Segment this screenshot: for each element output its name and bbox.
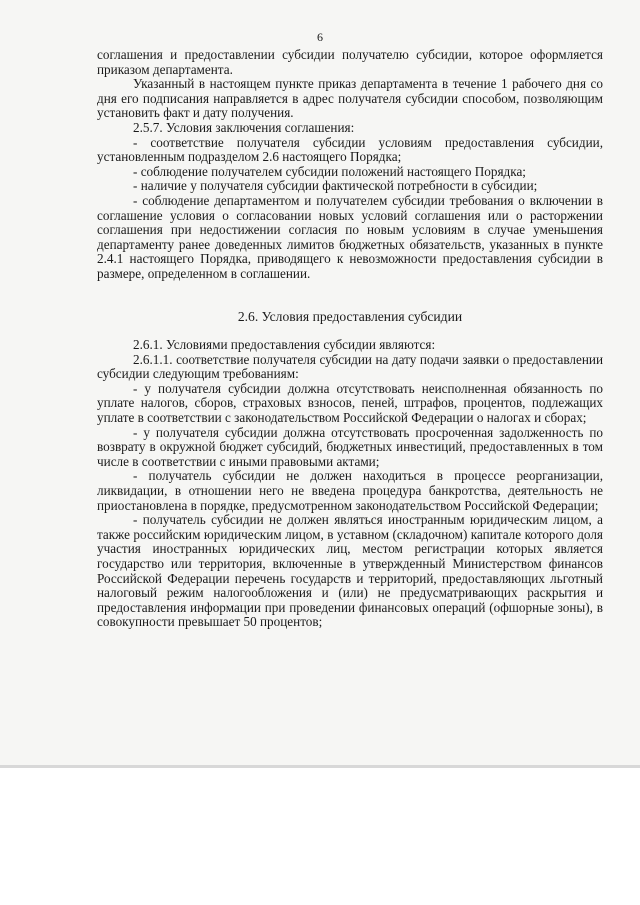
blank-area	[0, 768, 640, 905]
paragraph: - получатель субсидии не должен находиться в процессе реорганизации, ликвидации, в отношении него не введена процедура банкротства, деятельность не приостановлена в порядке, предусмотренном законодательством Российской Федерации;	[97, 468, 603, 513]
paragraph: 2.6.1. Условиями предоставления субсидии являются:	[133, 337, 436, 352]
paragraph: - у получателя субсидии должна отсутствовать просроченная задолженность по возврату в окружной бюджет субсидий, бюджетных инвестиций, предоставленных в том числе в соответствии с иными правовыми актами;	[97, 424, 603, 469]
paragraph: Указанный в настоящем пункте приказ департамента в течение 1 рабочего дня со дня его подписания направляется в адрес получателя субсидии способом, позволяющим установить факт и дату получения.	[97, 76, 603, 121]
paragraph: соглашения и предоставлении субсидии получателю субсидии, которое оформляется приказом департамента.	[97, 47, 603, 77]
paragraph: - соблюдение получателем субсидии положений настоящего Порядка;	[133, 163, 526, 179]
paragraph: 2.5.7. Условия заключения соглашения:	[133, 119, 355, 135]
paragraph: - соответствие получателя субсидии условиям предоставления субсидии, установленным подразделом 2.6 настоящего Порядка;	[97, 134, 603, 165]
page-number: 6	[317, 30, 323, 44]
bottom-text-block	[97, 338, 603, 630]
top-text-block	[97, 48, 603, 282]
section-heading: 2.6. Условия предоставления субсидии	[237, 309, 463, 324]
paragraph: 2.6.1.1. соответствие получателя субсидии на дату подачи заявки о предоставлении субсидии следующим требованиям:	[97, 351, 603, 382]
paragraph: - у получателя субсидии должна отсутствовать неисполненная обязанность по уплате налогов, сборов, страховых взносов, пеней, штрафов, процентов, подлежащих уплате в соответствии с законодательством Российской Федерации о налогах и сборах;	[97, 380, 603, 425]
paragraph: - наличие у получателя субсидии фактической потребности в субсидии;	[133, 178, 538, 194]
paragraph: - получатель субсидии не должен являться иностранным юридическим лицом, а также российским юридическим лицом, в уставном (складочном) капитале которого доля участия иностранных юридических лиц, местом регистрации которых является государство или территория, включенные в утвержденный Министерством финансов Российской Федерации перечень государств и территорий, предоставляющих льготный налоговый режим налогообложения и (или) не предусматривающих раскрытия и предоставления информации при проведении финансовых операций (офшорные зоны), в совокупности превышает 50 процентов;	[97, 512, 603, 630]
paragraph: - соблюдение департаментом и получателем субсидии требования о включении в соглашение условия о согласовании новых условий соглашения или о расторжении соглашения при недостижении согласия по новым условиям в случае уменьшения департаменту ранее доведенных лимитов бюджетных обязательств, указанных в пункте 2.4.1 настоящего Порядка, приводящего к невозможности предоставления субсидии в размере, определенном в соглашении.	[97, 192, 603, 281]
